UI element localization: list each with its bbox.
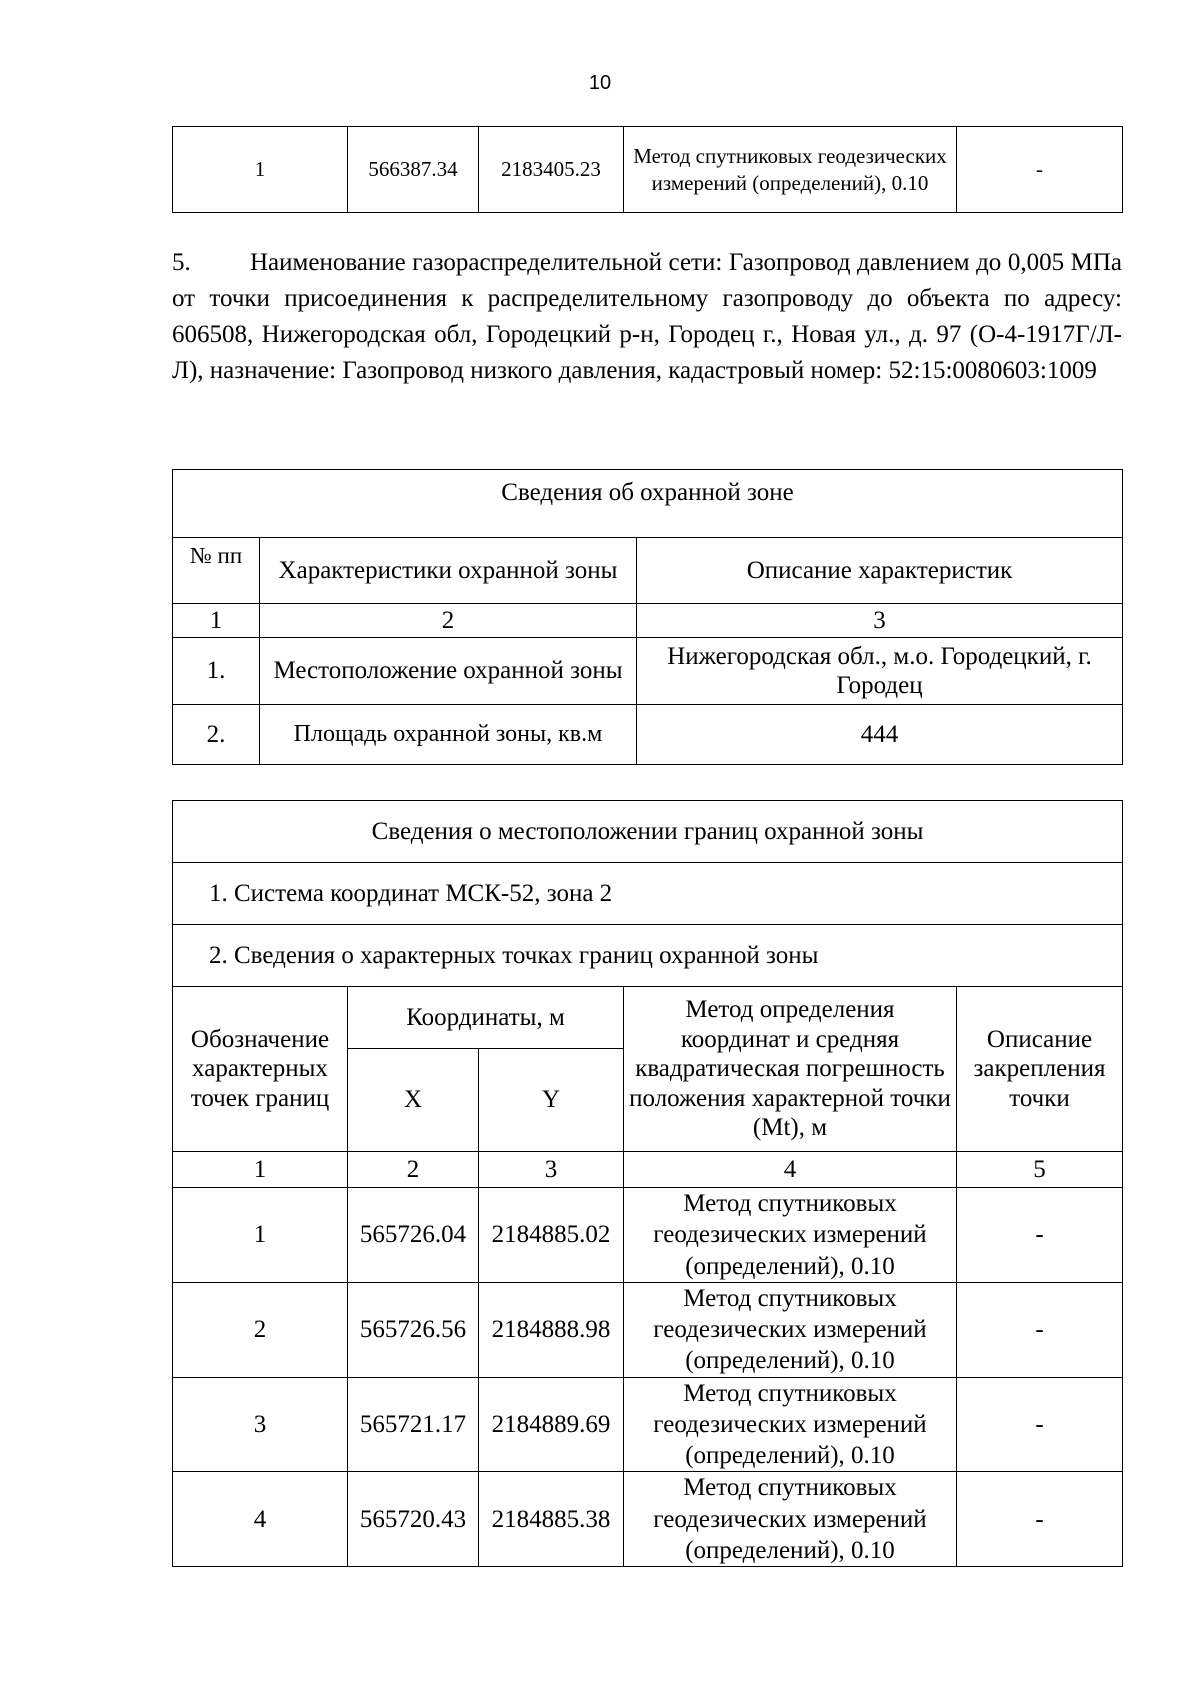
point-number-cell: 2	[173, 1282, 348, 1377]
zone-table-title: Сведения об охранной зоне	[173, 470, 1123, 538]
point-number-cell: 3	[173, 1377, 348, 1472]
y-coordinate-cell: 2183405.23	[479, 127, 624, 213]
row-value: 444	[637, 705, 1123, 765]
table-row	[173, 127, 1123, 213]
table-title-row	[173, 801, 1123, 863]
row-characteristic: Местоположение охранной зоны	[260, 638, 637, 705]
row-characteristic: Площадь охранной зоны, кв.м	[260, 705, 637, 765]
method-cell: Метод спутниковых геодезических измерений (определений), 0.10	[624, 1188, 957, 1283]
y-coordinate-cell: 2184888.98	[479, 1282, 624, 1377]
point-number-cell: 1	[173, 127, 348, 213]
points-title-row	[173, 925, 1123, 987]
point-number-cell: 1	[173, 1188, 348, 1283]
row-number: 1.	[173, 638, 260, 705]
x-coordinate-cell: 565726.56	[348, 1282, 479, 1377]
table-row	[173, 1472, 1123, 1567]
zone-info-table	[172, 469, 1123, 765]
continued-points-table	[172, 126, 1123, 213]
table-header-row	[173, 987, 1123, 1049]
col-number: 3	[479, 1152, 624, 1188]
table-row	[173, 705, 1123, 765]
method-cell: Метод спутниковых геодезических измерений (определений), 0.10	[624, 1472, 957, 1567]
row-value: Нижегородская обл., м.о. Городецкий, г. Городец	[637, 638, 1123, 705]
page-number: 10	[588, 72, 612, 94]
y-coordinate-cell: 2184889.69	[479, 1377, 624, 1472]
header-fixing-description: Описание закрепления точки	[957, 987, 1123, 1152]
method-cell: Метод спутниковых геодезических измерений (определений), 0.10	[624, 127, 957, 213]
coordinate-system: 1. Система координат МСК-52, зона 2	[173, 863, 1123, 925]
col-number: 5	[957, 1152, 1123, 1188]
x-coordinate-cell: 565721.17	[348, 1377, 479, 1472]
section-text: Наименование газораспределительной сети: Газопровод давлением до 0,005 МПа от точки присоединения к распределительному газопроводу до объекта по адресу: 606508, Нижегородская обл, Городецкий р-н, Городец г., Новая ул., д. 97 (О-4-1917Г/Л-Л), назначение: Газопровод низкого давления, кадастровый номер: 52:15:0080603:1009	[172, 249, 1122, 384]
col-number: 1	[173, 1152, 348, 1188]
column-numbers-row	[173, 1152, 1123, 1188]
description-cell: -	[957, 1282, 1123, 1377]
header-x: X	[348, 1049, 479, 1152]
col-number: 4	[624, 1152, 957, 1188]
x-coordinate-cell: 565726.04	[348, 1188, 479, 1283]
table-row	[173, 1377, 1123, 1472]
x-coordinate-cell: 565720.43	[348, 1472, 479, 1567]
header-description: Описание характеристик	[637, 538, 1123, 604]
header-coordinates: Координаты, м	[348, 987, 624, 1049]
y-coordinate-cell: 2184885.02	[479, 1188, 624, 1283]
method-cell: Метод спутниковых геодезических измерений (определений), 0.10	[624, 1282, 957, 1377]
table-header-row	[173, 538, 1123, 604]
col-number: 2	[348, 1152, 479, 1188]
description-cell: -	[957, 1377, 1123, 1472]
col-number: 1	[173, 604, 260, 638]
section-number: 5.	[172, 249, 191, 276]
description-cell: -	[957, 127, 1123, 213]
col-number: 2	[260, 604, 637, 638]
table-title-row	[173, 470, 1123, 538]
col-number: 3	[637, 604, 1123, 638]
header-method: Метод определения координат и средняя квадратическая погрешность положения характерной точки (Mt), м	[624, 987, 957, 1152]
row-number: 2.	[173, 705, 260, 765]
method-cell: Метод спутниковых геодезических измерений (определений), 0.10	[624, 1377, 957, 1472]
header-characteristics: Характеристики охранной зоны	[260, 538, 637, 604]
table-row	[173, 638, 1123, 705]
coordinate-system-row	[173, 863, 1123, 925]
description-cell: -	[957, 1472, 1123, 1567]
description-cell: -	[957, 1188, 1123, 1283]
point-number-cell: 4	[173, 1472, 348, 1567]
table-row	[173, 1188, 1123, 1283]
table-row	[173, 1282, 1123, 1377]
bounds-table-title: Сведения о местоположении границ охранной зоны	[173, 801, 1123, 863]
header-y: Y	[479, 1049, 624, 1152]
y-coordinate-cell: 2184885.38	[479, 1472, 624, 1567]
points-title: 2. Сведения о характерных точках границ охранной зоны	[173, 925, 1123, 987]
column-numbers-row	[173, 604, 1123, 638]
header-designation: Обозначение характерных точек границ	[173, 987, 348, 1152]
boundary-location-table	[172, 800, 1123, 1567]
section-paragraph	[172, 245, 1122, 389]
header-number: № пп	[173, 538, 260, 604]
x-coordinate-cell: 566387.34	[348, 127, 479, 213]
